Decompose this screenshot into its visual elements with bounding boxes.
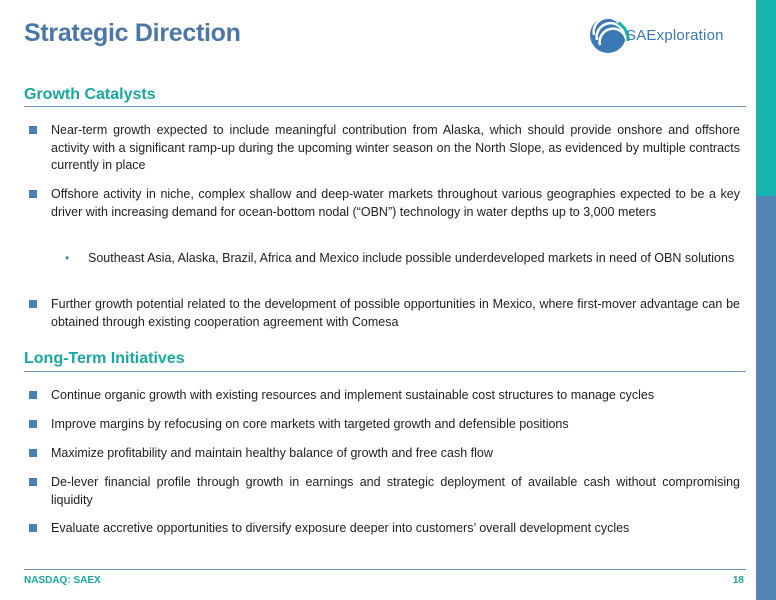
footer-divider — [24, 569, 746, 570]
sub-list-item: • Southeast Asia, Alaska, Brazil, Africa and Mexico include possible underdeveloped markets in need of OBN solutions — [24, 250, 740, 285]
square-bullet-icon — [29, 524, 37, 532]
square-bullet-icon — [29, 420, 37, 428]
list-item: Continue organic growth with existing resources and implement sustainable cost structures to manage cycles — [24, 387, 740, 405]
list-item: Offshore activity in niche, complex shallow and deep-water markets throughout various geographies expected to be a key driver with increasing demand for ocean-bottom nodal (“OBN”) technology in water depths up to 3,000 meters — [24, 186, 740, 239]
section-heading-growth-catalysts: Growth Catalysts — [24, 86, 156, 103]
square-bullet-icon — [29, 449, 37, 457]
right-accent-bar-teal — [756, 0, 776, 196]
footer-ticker: NASDAQ: SAEX — [24, 575, 101, 586]
long-term-initiatives-list — [24, 387, 740, 538]
growth-catalysts-list — [24, 122, 740, 331]
list-item: De-lever financial profile through growth in earnings and strategic deployment of available cash without compromising liquidity — [24, 474, 740, 509]
list-item: Further growth potential related to the development of possible opportunities in Mexico, where first-mover advantage can be obtained through existing cooperation agreement with Comesa — [24, 296, 740, 331]
square-bullet-icon — [29, 391, 37, 399]
list-item: Near-term growth expected to include meaningful contribution from Alaska, which should provide onshore and offshore activity with a significant ramp-up during the upcoming winter season on the North Slope, as evidenced by multiple contracts currently in place — [24, 122, 740, 175]
square-bullet-icon — [29, 300, 37, 308]
dot-bullet-icon: • — [65, 251, 70, 265]
page-number: 18 — [732, 575, 744, 586]
logo-wordmark: SAExploration — [626, 26, 724, 44]
list-item: Maximize profitability and maintain healthy balance of growth and free cash flow — [24, 445, 740, 463]
square-bullet-icon — [29, 190, 37, 198]
section-divider — [24, 106, 746, 107]
list-item: Evaluate accretive opportunities to diversify exposure deeper into customers’ overall development cycles — [24, 520, 740, 538]
page-title: Strategic Direction — [24, 19, 241, 47]
list-item: Improve margins by refocusing on core markets with targeted growth and defensible positions — [24, 416, 740, 434]
right-accent-bar-blue — [756, 196, 776, 600]
section-divider — [24, 371, 746, 372]
company-logo — [588, 12, 743, 58]
square-bullet-icon — [29, 478, 37, 486]
square-bullet-icon — [29, 126, 37, 134]
section-heading-long-term-initiatives: Long-Term Initiatives — [24, 350, 185, 367]
